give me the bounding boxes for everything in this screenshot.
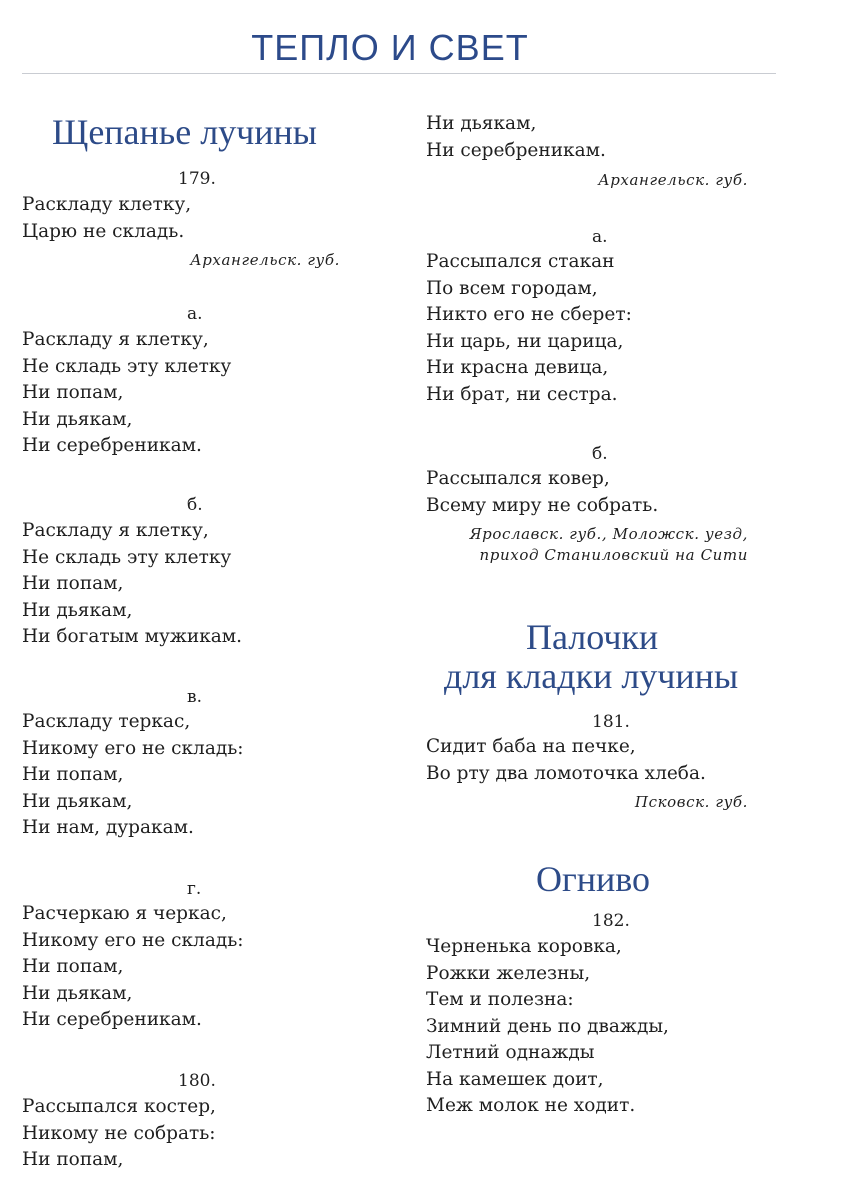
verse-line: Ни брат, ни сестра.	[426, 383, 618, 405]
riddle-verse	[426, 466, 658, 519]
verse-line: Ни красна девица,	[426, 357, 609, 378]
verse-line: Ни царь, ни царица,	[426, 330, 624, 352]
header-divider	[22, 73, 776, 74]
source-line: Ярославск. губ., Моложск. уезд,	[469, 525, 748, 543]
verse-line: Рожки железны,	[426, 962, 591, 984]
verse-line: Ни серебреникам.	[22, 435, 202, 456]
riddle-verse	[426, 934, 669, 1120]
page-header-title: ТЕПЛО И СВЕТ	[251, 27, 529, 68]
verse-line: Раскладу теркас,	[22, 711, 191, 732]
riddle-verse-continued	[426, 111, 606, 164]
riddle-verse	[22, 518, 242, 651]
riddle-verse	[426, 734, 706, 787]
verse-line: По всем городам,	[426, 277, 598, 299]
verse-line: Ни дьякам,	[22, 790, 133, 812]
verse-line: Рассыпался костер,	[22, 1096, 216, 1117]
verse-line: Не складь эту клетку	[22, 546, 232, 568]
verse-line: Ни нам, дуракам.	[22, 817, 194, 838]
verse-line: Раскладу я клетку,	[22, 520, 209, 541]
verse-line: Рассыпался стакан	[426, 251, 615, 272]
verse-line: Летний однажды	[426, 1042, 595, 1063]
verse-line: Ни дьякам,	[22, 982, 133, 1004]
riddle-verse	[22, 192, 191, 245]
verse-line: Зимний день по дважды,	[426, 1015, 669, 1037]
verse-line: Ни богатым мужикам.	[22, 626, 243, 647]
source-line: приход Станиловский на Сити	[479, 546, 748, 564]
riddle-number: 179.	[178, 169, 216, 189]
verse-line: Раскладу я клетку,	[22, 329, 209, 350]
riddle-source: Псковск. губ.	[634, 793, 748, 811]
verse-line: Ни дьякам,	[426, 113, 537, 134]
section-title-palochki: Палочки	[526, 617, 659, 657]
riddle-number: 182.	[592, 911, 630, 931]
riddle-number: 180.	[178, 1071, 216, 1091]
riddle-verse	[22, 1094, 216, 1174]
verse-line: Ни серебреникам.	[426, 139, 606, 161]
verse-line: Во рту два ломоточка хлеба.	[426, 762, 706, 784]
riddle-verse	[22, 327, 231, 460]
variant-label: в.	[187, 687, 202, 707]
verse-line: Черненька коровка,	[426, 936, 622, 957]
section-title-shchepanie: Щепанье лучины	[52, 112, 317, 152]
variant-label: а.	[592, 227, 608, 247]
verse-line: Царю не складь.	[22, 220, 185, 242]
verse-line: Раскладу клетку,	[22, 194, 192, 215]
riddle-source: Архангельск. губ.	[190, 251, 340, 269]
verse-line: Расчеркаю я черкас,	[22, 903, 227, 924]
verse-line: Сидит баба на печке,	[426, 736, 636, 757]
verse-line: Всему миру не собрать.	[426, 494, 659, 516]
verse-line: Рассыпался ковер,	[426, 468, 610, 489]
verse-line: Ни серебреникам.	[22, 1009, 202, 1030]
variant-label: г.	[187, 879, 202, 899]
verse-line: Никому его не складь:	[22, 929, 244, 951]
riddle-number: 181.	[592, 712, 630, 732]
verse-line: На камешек доит,	[426, 1068, 604, 1090]
section-title-ognivo: Огниво	[536, 859, 651, 899]
variant-label: а.	[187, 304, 203, 324]
verse-line: Ни дьякам,	[22, 408, 133, 430]
riddle-verse	[22, 901, 244, 1034]
section-title-palochki-line2: для кладки лучины	[444, 656, 739, 696]
verse-line: Ни попам,	[22, 382, 124, 403]
riddle-verse	[22, 709, 244, 842]
verse-line: Тем и полезна:	[426, 989, 574, 1010]
verse-line: Ни попам,	[22, 956, 124, 977]
variant-label: б.	[592, 444, 608, 464]
variant-label: б.	[187, 495, 203, 515]
riddle-source	[469, 524, 748, 566]
verse-line: Никто его не сберет:	[426, 304, 632, 325]
verse-line: Никому его не складь:	[22, 737, 244, 759]
verse-line: Никому не собрать:	[22, 1122, 216, 1144]
verse-line: Меж молок не ходит.	[426, 1095, 636, 1116]
verse-line: Ни попам,	[22, 1149, 124, 1170]
verse-line: Ни попам,	[22, 573, 124, 594]
riddle-source: Архангельск. губ.	[598, 171, 748, 189]
verse-line: Не складь эту клетку	[22, 355, 232, 377]
verse-line: Ни дьякам,	[22, 599, 133, 621]
riddle-verse	[426, 249, 632, 408]
verse-line: Ни попам,	[22, 764, 124, 785]
